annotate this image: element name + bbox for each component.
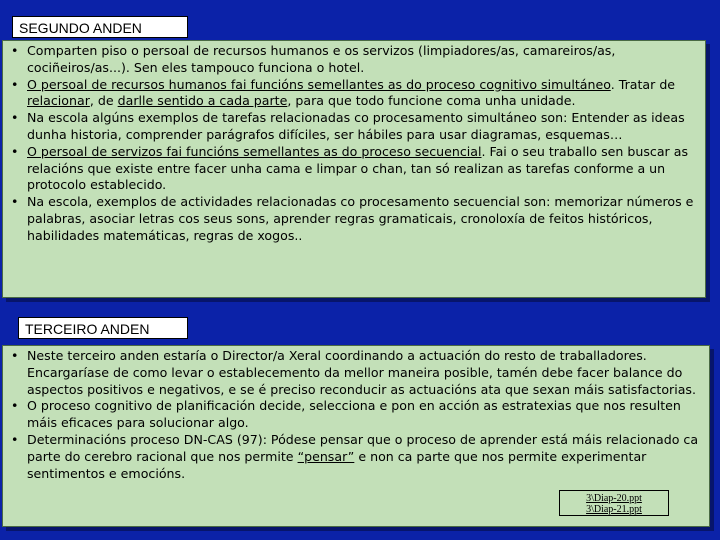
- item-text: Na escola algúns exemplos de tarefas relacionadas co procesamento simultáneo son: Entender as ideas dunha historia, comprender parágrafos difíciles, ser hábiles para usar diagramas, esquemas…: [27, 110, 685, 142]
- bullet-icon: •: [11, 43, 19, 58]
- item-text: , para que todo funcione coma unha unidade.: [287, 93, 576, 109]
- segundo-anden-list: [9, 43, 701, 245]
- slide-link-diap-20[interactable]: 3\Diap-20.ppt: [586, 493, 642, 504]
- terceiro-anden-panel: [2, 345, 710, 527]
- bullet-icon: •: [11, 110, 19, 126]
- item-text: , de: [89, 93, 118, 109]
- item-text: . Tratar de: [610, 76, 676, 92]
- list-item: [9, 43, 701, 77]
- item-text: Neste terceiro anden estaría o Director/a Xeral coordinando a actuación do resto de traballadores. Encargaríase de como levar o establecemento da mellor maneira posible, tamén debe facer balance do aspectos positivos e negativos, e se é preciso reconducir as actuacións ata que sexan máis satisfactorias.: [27, 348, 696, 397]
- list-item: [9, 194, 701, 244]
- list-item: [9, 77, 701, 111]
- item-text: Comparten piso o persoal de recursos humanos e os servizos (limpiadores/as, camareiros/as, cociñeiros/as...). Sen eles tampouco funciona o hotel.: [27, 43, 616, 75]
- item-text: e non ca parte que nos permite experimentar sentimentos e emocións.: [27, 448, 647, 481]
- underlined-text: darlle sentido a cada parte: [117, 93, 288, 109]
- item-text: O proceso cognitivo de planificación decide, selecciona e pon en acción as estratexias que nos resulten máis eficaces para solucionar algo.: [27, 398, 681, 431]
- item-text: Na escola, exemplos de actividades relacionadas co procesamento secuencial son: memorizar números e palabras, asociar letras cos seus sons, aprender regras gramaticais, cronoloxía de feitos históricos, habilidades matemáticas, regras de xogos..: [27, 194, 694, 243]
- list-item: [9, 144, 701, 194]
- list-item: [9, 432, 705, 482]
- item-text: . Fai o seu traballo sen buscar as relacións que existe entre facer unha cama e limpar o chan, tan só realizan as tarefas conforme a un protocolo establecido.: [27, 143, 688, 193]
- underlined-text: relacionar: [27, 93, 90, 109]
- bullet-icon: •: [11, 348, 19, 363]
- slide-link-diap-21[interactable]: 3\Diap-21.ppt: [586, 504, 642, 515]
- bullet-icon: •: [11, 143, 19, 159]
- list-item: [9, 398, 705, 432]
- bullet-icon: •: [11, 76, 19, 92]
- bullet-icon: •: [11, 431, 19, 447]
- list-item: [9, 348, 705, 398]
- underlined-text: O persoal de servizos fai funcións semellantes as do proceso secuencial: [27, 143, 482, 159]
- terceiro-anden-list: [9, 348, 705, 482]
- bullet-icon: •: [11, 194, 19, 210]
- segundo-anden-panel: [2, 40, 706, 298]
- underlined-text: “pensar”: [297, 448, 355, 464]
- section-title-terceiro-anden: TERCEIRO ANDEN: [18, 317, 188, 339]
- item-text: Determinacións proceso DN-CAS (97): Pódese pensar que o proceso de aprender está máis relacionado ca parte do cerebro racional que nos permite: [27, 431, 699, 464]
- bullet-icon: •: [11, 398, 19, 414]
- underlined-text: O persoal de recursos humanos fai funcións semellantes as do proceso cognitivo simultáneo: [27, 76, 611, 92]
- list-item: [9, 110, 701, 144]
- section-title-segundo-anden: SEGUNDO ANDEN: [12, 16, 188, 38]
- slide-links-box: [559, 490, 669, 516]
